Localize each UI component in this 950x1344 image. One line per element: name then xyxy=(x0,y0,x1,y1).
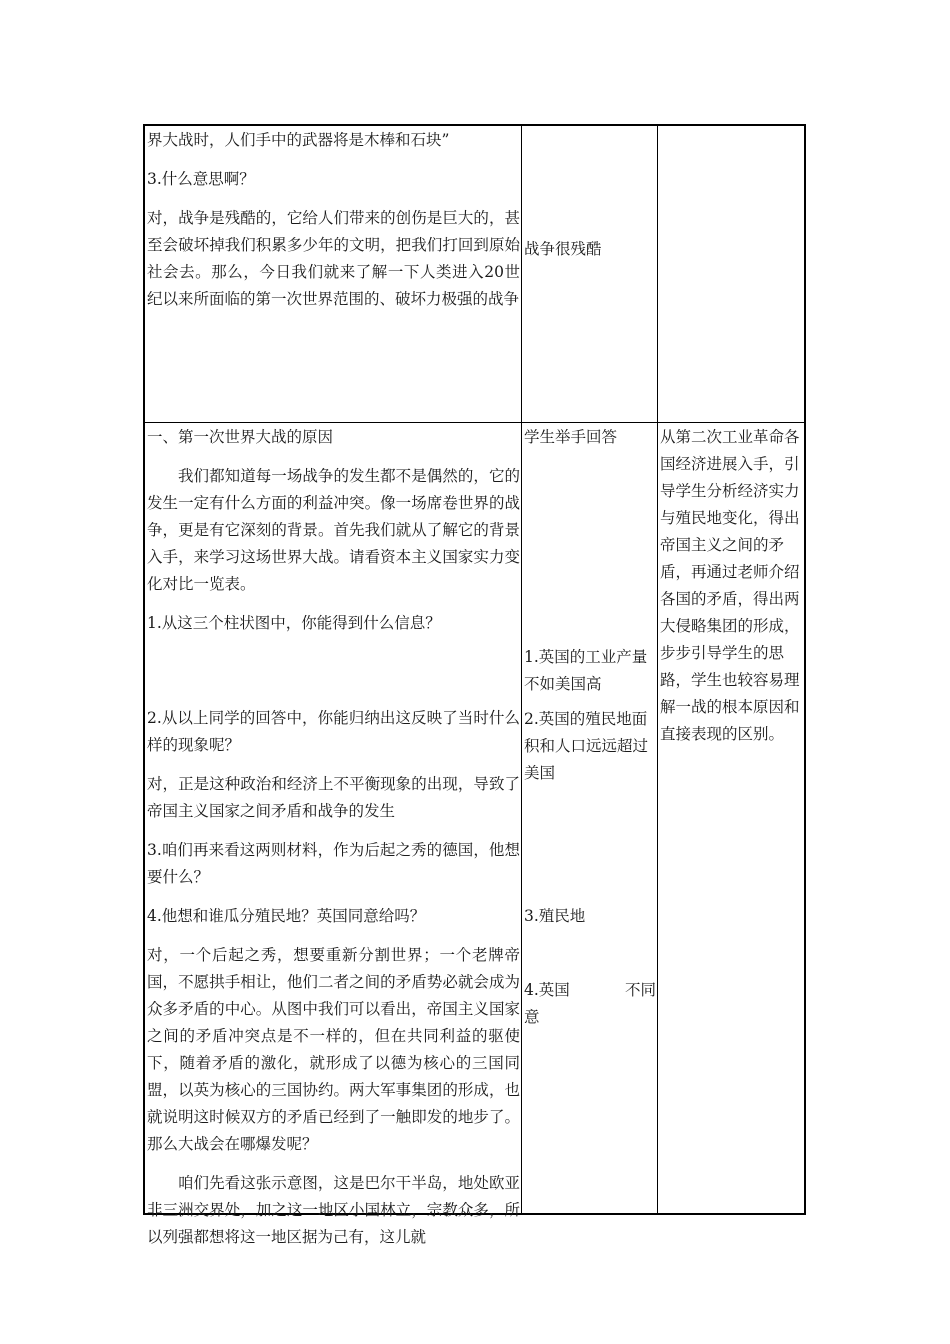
row1-para-2: 3.什么意思啊？ xyxy=(147,170,255,188)
question-4: 4.他想和谁瓜分殖民地？英国同意给吗？ xyxy=(147,907,426,925)
intro-paragraph: 我们都知道每一场战争的发生都不是偶然的，它的发生一定有什么方面的利益冲突。像一场席卷世界的战争，更是有它深刻的背景。首先我们就从了解它的背景入手，来学习这场世界大战。请看资本主义国家实力变化对比一览表。 xyxy=(147,467,520,593)
student-answer-3: 3.殖民地 xyxy=(524,907,586,925)
answer-4-tail: 意 xyxy=(524,1008,540,1026)
student-answer-2: 2.英国的殖民地面积和人口远远超过美国 xyxy=(524,710,649,782)
student-answer-0: 学生举手回答 xyxy=(524,428,618,446)
student-answer-4 xyxy=(523,977,658,1031)
row1-para-3: 对，战争是残酷的，它给人们带来的创伤是巨大的，甚至会破坏掉我们积累多少年的文明，把我们打回到原始社会去。那么，今日我们就来了解一下人类进入20世纪以来所面临的第一次世界范围的、破坏力极强的战争 xyxy=(147,209,520,308)
design-intent-text: 从第二次工业革命各国经济进展入手，引导学生分析经济实力与殖民地变化，得出帝国主义之间的矛盾，再通过老师介绍各国的矛盾，得出两大侵略集团的形成，步步引导学生的思路，学生也较容易理解一战的根本原因和直接表现的区别。 xyxy=(660,428,800,743)
lesson-plan-table xyxy=(143,124,806,1246)
row2-teacher-activity xyxy=(146,424,522,1263)
question-3: 3.咱们再来看这两则材料，作为后起之秀的德国，他想要什么？ xyxy=(147,841,520,886)
row2-student-activity xyxy=(523,424,658,451)
question-1: 1.从这三个柱状图中，你能得到什么信息？ xyxy=(147,614,441,632)
row1-student-activity xyxy=(523,236,658,263)
row1-para-1: 界大战时，人们手中的武器将是木棒和石块” xyxy=(147,131,450,149)
row-divider xyxy=(145,422,804,423)
uneven-development-paragraph: 对，正是这种政治和经济上不平衡现象的出现，导致了帝国主义国家之间矛盾和战争的发生 xyxy=(147,775,520,820)
answer-4-right: 不同 xyxy=(624,981,656,999)
answer-4-left: 4.英国 xyxy=(524,981,570,999)
conflict-paragraph: 对，一个后起之秀，想要重新分割世界；一个老牌帝国，不愿拱手相让，他们二者之间的矛盾势必就会成为众多矛盾的中心。从图中我们可以看出，帝国主义国家之间的矛盾冲突点是不一样的，但在共同利益的驱使下，随着矛盾的激化，就形成了以德为核心的三国同盟，以英为核心的三国协约。两大军事集团的形成，也就说明这时候双方的矛盾已经到了一触即发的地步了。那么大战会在哪爆发呢？ xyxy=(147,946,520,1153)
question-2: 2.从以上同学的回答中，你能归纳出这反映了当时什么样的现象呢？ xyxy=(147,709,520,754)
student-answer-1: 1.英国的工业产量不如美国高 xyxy=(524,648,648,693)
balkan-paragraph: 咱们先看这张示意图，这是巴尔干半岛，地处欧亚非三洲交界处，加之这一地区小国林立，宗教众多，所以列强都想将这一地区据为己有，这儿就 xyxy=(147,1174,520,1246)
row2-design-intent xyxy=(659,424,806,748)
section-heading: 一、第一次世界大战的原因 xyxy=(147,428,334,446)
row1-teacher-activity xyxy=(146,127,522,325)
row1-student-text: 战争很残酷 xyxy=(524,240,602,258)
